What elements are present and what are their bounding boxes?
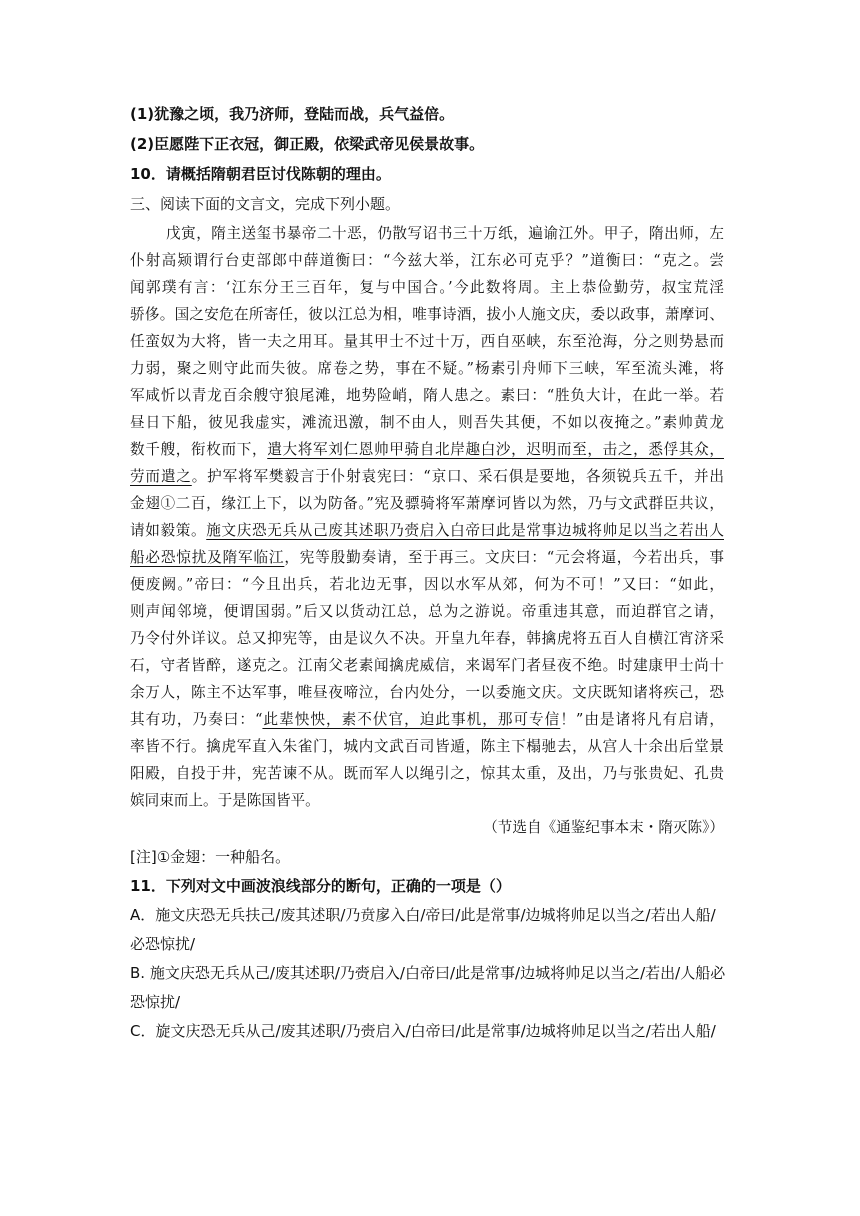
passage-line: 嫔同束而上。于是陈国皆平。 <box>130 792 320 809</box>
option-a-continued: 必恐惊扰/ <box>130 935 196 953</box>
passage-segment: 。护军将军樊毅言于仆射袁宪曰：“京口、采石俱是要地，各须锐兵五千，并出 <box>191 468 724 485</box>
passage-line <box>130 521 724 541</box>
passage-line: 金翅①二百，缘江上下，以为防备。”宪及骠骑将军萧摩诃皆以为然，乃与文武群臣共议， <box>130 495 724 512</box>
passage-line: 仆射高颎谓行台吏部郎中薛道衡曰：“今兹大举，江东必可克乎？”道衡曰：“克之。尝 <box>130 252 724 269</box>
passage-segment: 请如毅策。 <box>130 522 207 539</box>
passage-line: 力弱，聚之则守此而失彼。席卷之势，事在不疑。”杨素引舟师下三峡，军至流头滩，将 <box>130 360 724 377</box>
passage-line: 则声闻邻境，便谓国弱。”后又以货动江总，总为之游说。帝重违其意，而迫群官之请， <box>130 603 724 620</box>
passage-segment: ！”由是诸将凡有启请， <box>560 711 724 728</box>
option-b: B. 施文庆恐无兵从己/废其述职/乃赍启入/白帝曰/此是常事/边城将帅足以当之/若出/人船必 <box>130 964 726 982</box>
passage-segment: 其有功，乃奏曰：“ <box>130 711 263 728</box>
passage-line <box>130 440 724 460</box>
passage-line: 阳殿，自投于井，宪苦谏不从。既而军人以绳引之，惊其太重，及出，乃与张贵妃、孔贵 <box>130 765 724 782</box>
passage-line: 骄侈。国之安危在所寄任，彼以江总为相，唯事诗酒，拔小人施文庆，委以政事，萧摩诃、 <box>130 306 724 323</box>
passage-line <box>130 467 724 487</box>
passage-line: 闻郭璞有言：‘江东分王三百年，复与中国合。’今此数将周。主上恭俭勤劳，叔宝荒淫 <box>130 279 724 296</box>
underlined-sentence-2: 此辈怏怏，素不伏官，迫此事机，那可专信 <box>262 711 561 728</box>
underlined-sentence-1: 遣大将军刘仁恩帅甲骑自北岸趣白沙，迟明而至，击之，悉俘其众， <box>267 441 724 458</box>
passage-line: 昼日下船，彼见我虚实，滩流迅激，制不由人，则吾失其便，不如以夜掩之。”素帅黄龙 <box>130 414 724 431</box>
question-10: 10．请概括隋朝君臣讨伐陈朝的理由。 <box>130 165 391 183</box>
option-a: A．施文庆恐无兵扶己/废其述职/乃贲扅入白/帝曰/此是常事/边城将帅足以当之/若出人船/ <box>130 906 716 924</box>
option-c: C．旋文庆恐无兵从己/废其述职/乃赍启入/白帝曰/此是常事/边城将帅足以当之/若出人船/ <box>130 1022 716 1040</box>
passage-line: 率皆不行。擒虎军直入朱雀门，城内文武百司皆遁，陈主下榻驰去，从宫人十余出后堂景 <box>130 738 724 755</box>
passage-line: 余万人，陈主不达军事，唯昼夜啼泣，台内处分，一以委施文庆。文庆既知诸将疾己，恐 <box>130 684 724 701</box>
passage-line <box>130 548 724 568</box>
passage-source: （节选自《通鉴纪事本末・隋灭陈》） <box>483 819 724 836</box>
wavy-underlined-sentence-end: 船必恐惊扰及隋军临江 <box>130 549 285 566</box>
translation-sentence-1: (1)犹豫之顷，我乃济师，登陆而战，兵气益倍。 <box>130 105 455 123</box>
underlined-sentence-1-end: 劳而遣之 <box>130 468 192 485</box>
question-11-title: 11．下列对文中画波浪线部分的断句，正确的一项是（） <box>130 877 511 895</box>
passage-line: 便废阙。”帝曰：“今且出兵，若北边无事，因以水军从郊，何为不可！”又曰：“如此， <box>130 576 724 593</box>
annotation-note: [注]①金翅：一种船名。 <box>130 848 291 866</box>
section-heading: 三、阅读下面的文言文，完成下列小题。 <box>130 195 401 213</box>
option-b-continued: 恐惊扰/ <box>130 993 181 1011</box>
passage-segment: ，宪等殷勤奏请，至于再三。文庆曰：“元会将逼，今若出兵，事 <box>284 549 724 566</box>
passage-line: 戊寅，隋主送玺书暴帝二十恶，仍散写诏书三十万纸，遍谕江外。甲子，隋出师，左 <box>166 225 724 242</box>
passage-segment: 数千艘，衔枚而下， <box>130 441 268 458</box>
passage-line: 军咸忻以青龙百余艘守狼尾滩，地势险峭，隋人患之。素曰：“胜负大计，在此一举。若 <box>130 387 724 404</box>
passage-line <box>130 710 724 730</box>
wavy-underlined-sentence: 施文庆恐无兵从己废其述职乃赍启入白帝曰此是常事边城将帅足以当之若出人 <box>206 522 724 539</box>
passage-line: 任蛮奴为大将，皆一夫之用耳。量其甲士不过十万，西自巫峡，东至沧海，分之则势悬而 <box>130 333 724 350</box>
passage-line: 乃令付外详议。总又抑宪等，由是议久不决。开皇九年春，韩擒虎将五百人自横江宵济采 <box>130 630 724 647</box>
passage-line: 石，守者皆醉，遂克之。江南父老素闻擒虎威信，来谒军门者昼夜不绝。时建康甲士尚十 <box>130 657 724 674</box>
translation-sentence-2: (2)臣愿陛下正衣冠，御正殿，依梁武帝见侯景故事。 <box>130 135 485 153</box>
